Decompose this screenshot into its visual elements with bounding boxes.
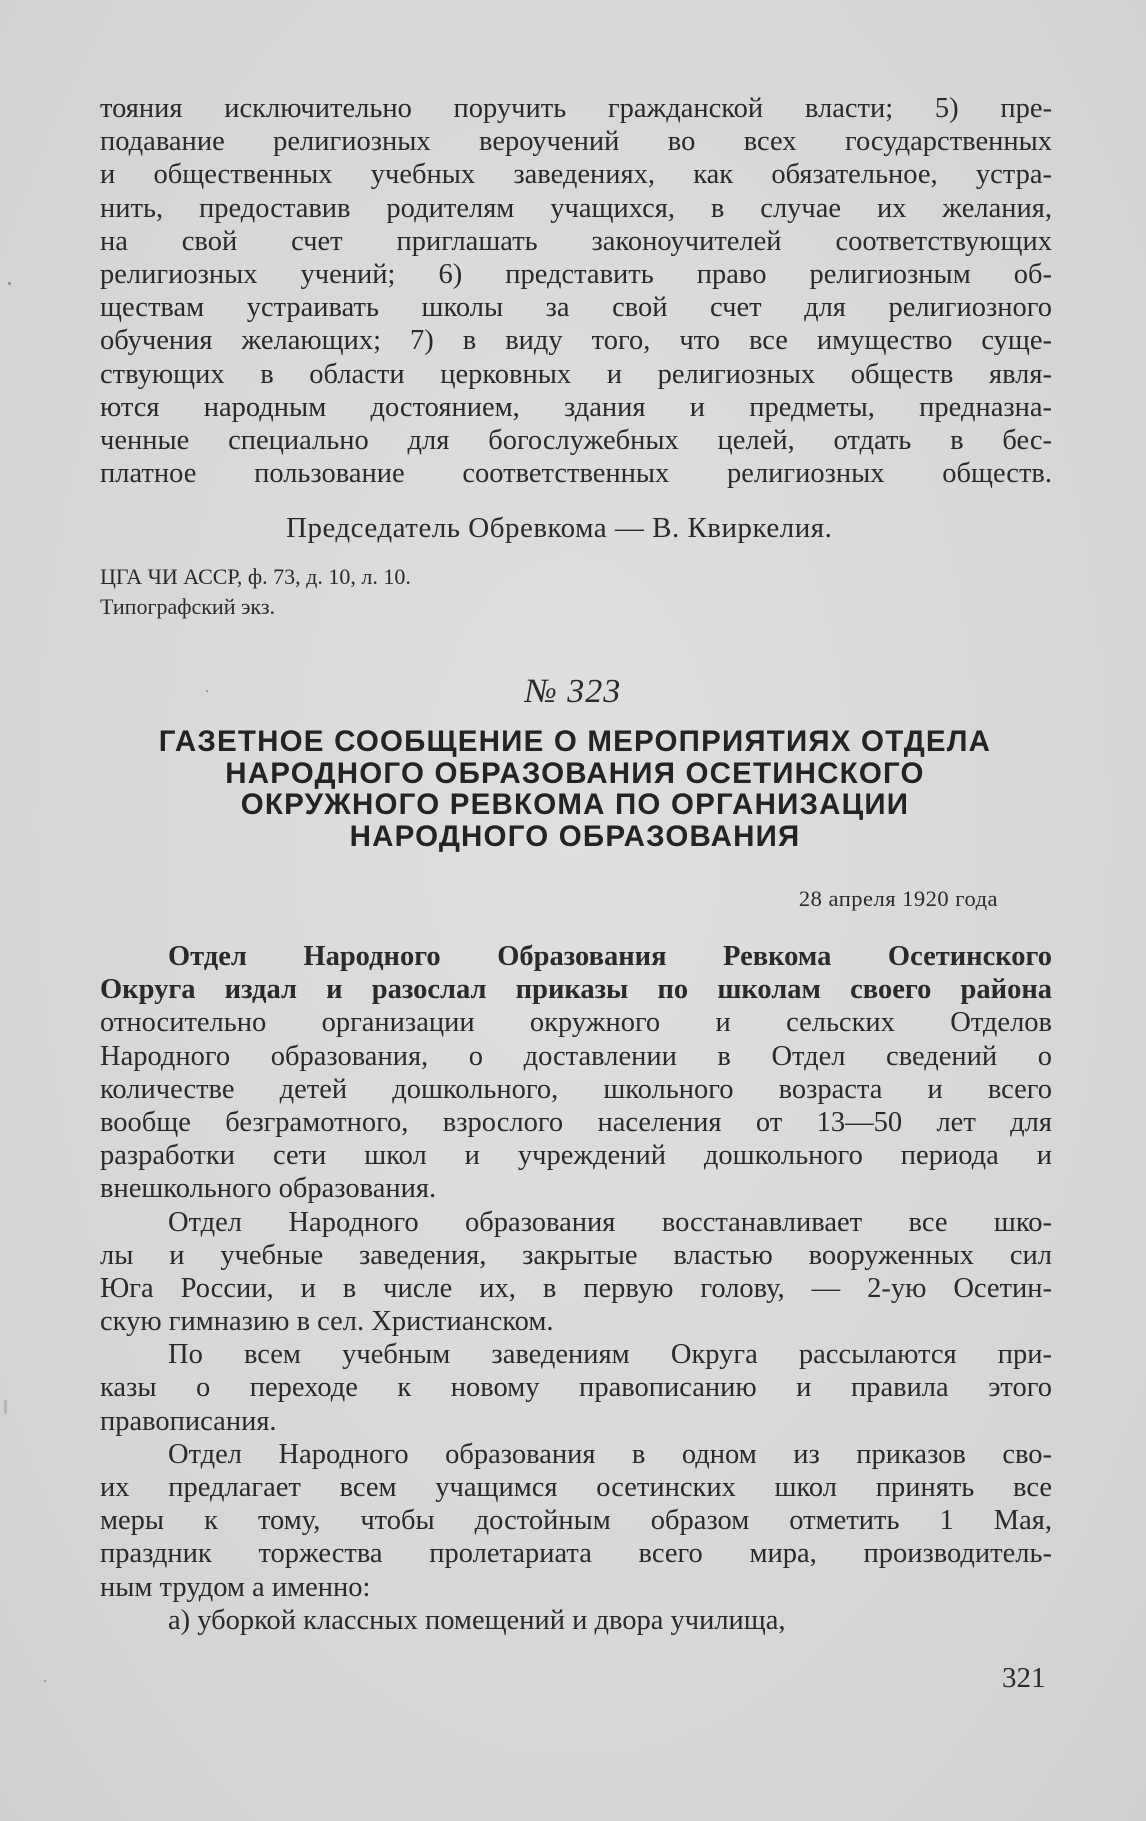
body-line: Отдел Народного образования в одном из приказов сво-: [168, 1438, 1052, 1470]
body-line: казы о переходе к новому правописанию и правила этого: [100, 1372, 1052, 1404]
body-line: Юга России, и в числе их, в первую голову, — 2-ую Осетин-: [100, 1272, 1052, 1304]
paper-speck: [44, 1680, 46, 1682]
body-line: праздник торжества пролетариата всего мира, производитель-: [100, 1538, 1052, 1570]
body-line: правописания.: [100, 1405, 277, 1437]
intro-line: тояния исключительно поручить гражданской власти; 5) пре-: [100, 93, 1052, 124]
body-line: Народного образования, о доставлении в Отдел сведений о: [100, 1040, 1052, 1072]
document-number: № 323: [524, 673, 622, 710]
body-line: скую гимназию в сел. Христианском.: [100, 1306, 554, 1338]
body-line: внешкольного образования.: [100, 1173, 437, 1205]
document-heading: [80, 726, 1070, 852]
intro-line: и общественных учебных заведениях, как обязательное, устра-: [100, 159, 1052, 191]
intro-line: ствующих в области церковных и религиозных обществ явля-: [100, 358, 1052, 390]
body-line: а) уборкой классных помещений и двора училища,: [168, 1604, 786, 1636]
body-line: Отдел Народного Образования Ревкома Осетинского: [168, 941, 1052, 972]
intro-line: ются народным достоянием, здания и предметы, предназна-: [100, 391, 1052, 423]
archive-reference: ЦГА ЧИ АССР, ф. 73, д. 10, л. 10.: [100, 564, 411, 589]
chairman-signature: Председатель Обревкома — В. Квиркелия.: [286, 512, 833, 544]
body-line: Отдел Народного образования восстанавливает все шко-: [168, 1206, 1052, 1238]
body-line: количестве детей дошкольного, школьного возраста и всего: [100, 1073, 1052, 1105]
body-line: ным трудом а именно:: [100, 1571, 371, 1603]
archive-note: Типографский экз.: [100, 594, 276, 619]
body-line: лы и учебные заведения, закрытые властью вооруженных сил: [100, 1239, 1052, 1271]
intro-line: религиозных учений; 6) представить право религиозным об-: [100, 258, 1052, 290]
body-line: разработки сети школ и учреждений дошкольного периода и: [100, 1140, 1052, 1172]
intro-line: нить, предоставив родителям учащихся, в случае их желания,: [100, 192, 1052, 224]
intro-line: на свой счет приглашать законоучителей соответствующих: [100, 225, 1052, 257]
body-line: Округа издал и разослал приказы по школам своего района: [100, 974, 1052, 1006]
heading-line: ГАЗЕТНОЕ СООБЩЕНИЕ О МЕРОПРИЯТИЯХ ОТДЕЛА: [158, 725, 992, 758]
document-date: 28 апреля 1920 года: [798, 886, 998, 911]
heading-line: НАРОДНОГО ОБРАЗОВАНИЯ ОСЕТИНСКОГО: [225, 756, 925, 790]
archive-source: [100, 562, 1052, 622]
body-line: их предлагает всем учащимся осетинских школ принять все: [100, 1472, 1052, 1503]
heading-line: НАРОДНОГО ОБРАЗОВАНИЯ: [349, 819, 801, 853]
body-line: меры к тому, чтобы достойным образом отметить 1 Мая,: [100, 1505, 1052, 1537]
paper-speck: [8, 282, 11, 285]
page-number: 321: [1002, 1662, 1046, 1694]
heading-line: ОКРУЖНОГО РЕВКОМА ПО ОРГАНИЗАЦИИ: [240, 788, 910, 821]
paper-speck: [206, 690, 208, 692]
intro-line: обучения желающих; 7) в виду того, что все имущество суще-: [100, 325, 1052, 357]
paper-speck: [4, 1400, 7, 1414]
intro-paragraph: [100, 92, 1052, 490]
body-line: По всем учебным заведениям Округа рассылаются при-: [168, 1339, 1052, 1371]
intro-line: ществам устраивать школы за свой счет для религиозного: [100, 292, 1052, 324]
intro-line: платное пользование соответственных религиозных обществ.: [100, 458, 1052, 490]
intro-line: подавание религиозных вероучений во всех государственных: [100, 126, 1052, 158]
body-line: вообще безграмотного, взрослого населения от 13—50 лет для: [100, 1106, 1052, 1138]
document-body: [100, 940, 1052, 1637]
body-line: относительно организации окружного и сельских Отделов: [100, 1007, 1052, 1039]
intro-line: ченные специально для богослужебных целей, отдать в бес-: [100, 424, 1052, 456]
